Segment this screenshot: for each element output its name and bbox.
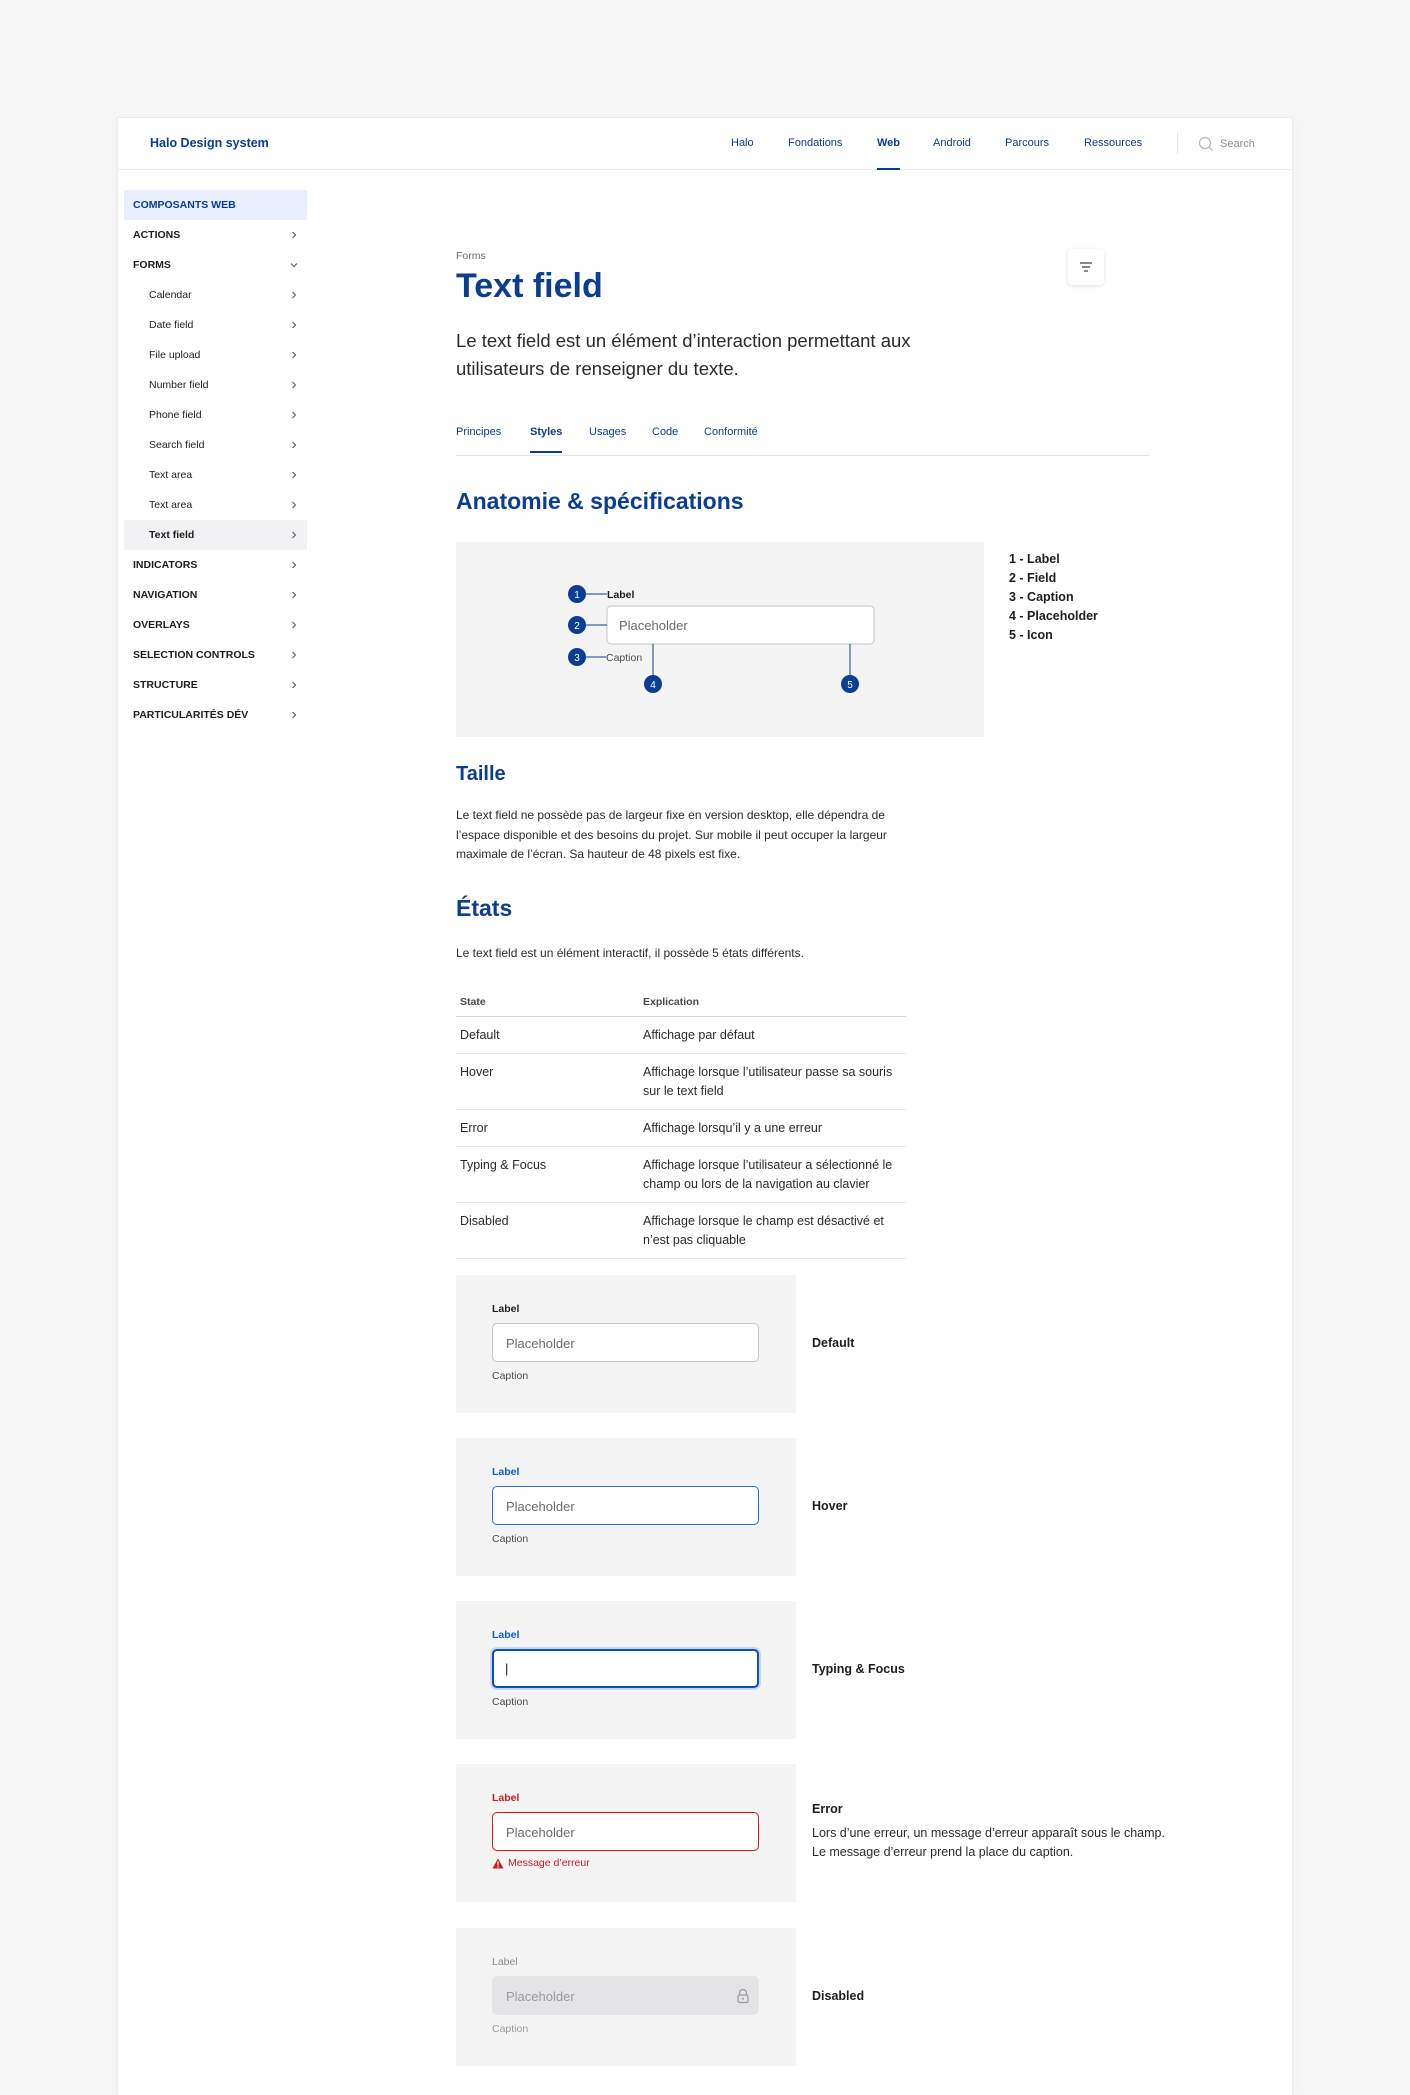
- sidebar-item-text-field[interactable]: [124, 520, 307, 550]
- field-label: Label: [492, 1466, 520, 1478]
- chevron-right-icon: [289, 590, 299, 600]
- toc-button[interactable]: [1068, 249, 1104, 285]
- state-description: Lors d’une erreur, un message d’erreur apparaît sous le champ. Le message d’erreur prend la place du caption.: [812, 1826, 1165, 1859]
- cell-state: Default: [460, 1028, 500, 1042]
- chevron-right-icon: [289, 290, 299, 300]
- cell-state: Hover: [460, 1065, 494, 1079]
- top-navigation-bar: [118, 118, 1292, 170]
- nav-fondations[interactable]: Fondations: [788, 137, 843, 149]
- sidebar-item-phone-field[interactable]: [124, 400, 307, 430]
- sidebar-item-selection-controls[interactable]: [124, 640, 307, 670]
- sidebar-item-particularit-s-d-v[interactable]: [124, 700, 307, 730]
- sidebar-item-label: Text field: [149, 529, 195, 541]
- sidebar-item-label: Text area: [149, 469, 193, 481]
- chevron-right-icon: [289, 380, 299, 390]
- marker-1: [568, 585, 586, 603]
- sidebar-item-label: Search field: [149, 439, 205, 451]
- breadcrumb[interactable]: Forms: [456, 250, 486, 262]
- anatomy-svg: [456, 542, 984, 737]
- lock-icon: [735, 1988, 751, 2009]
- sidebar-item-forms[interactable]: [124, 250, 307, 280]
- anatomy-caption: Caption: [606, 652, 643, 664]
- text-field-input[interactable]: Placeholder: [492, 1323, 759, 1362]
- brand-logo[interactable]: Halo Design system: [150, 136, 269, 150]
- sidebar-item-label: Phone field: [149, 409, 202, 421]
- error-message: [492, 1857, 590, 1869]
- sidebar-item-label: FORMS: [133, 259, 171, 271]
- cell-state: Disabled: [460, 1214, 509, 1228]
- legend-item: 2 - Field: [1009, 571, 1057, 585]
- sidebar-item-text-area[interactable]: [124, 490, 307, 520]
- chevron-right-icon: [289, 410, 299, 420]
- table-row: [456, 1110, 906, 1147]
- caption-text: Message d’erreur: [508, 1857, 590, 1869]
- chevron-right-icon: [289, 560, 299, 570]
- sidebar-item-label: INDICATORS: [133, 559, 198, 571]
- nav-active-indicator: [877, 168, 900, 170]
- marker-3: [568, 648, 586, 666]
- cell-explication: Affichage lorsque l’utilisateur passe sa souris sur le text field: [643, 1065, 893, 1098]
- svg-text:5: 5: [847, 680, 853, 691]
- sidebar-item-label: Text area: [149, 499, 193, 511]
- table-header-explication: Explication: [643, 996, 700, 1008]
- cell-state: Error: [460, 1121, 488, 1135]
- sidebar-item-label: NAVIGATION: [133, 589, 198, 601]
- state-example-hover: [456, 1438, 796, 1576]
- svg-text:4: 4: [650, 680, 656, 691]
- anatomy-diagram: [456, 542, 984, 737]
- table-row: [456, 1147, 906, 1203]
- nav-android[interactable]: Android: [933, 137, 971, 149]
- state-example-error: [456, 1764, 796, 1902]
- tab-usages[interactable]: Usages: [589, 426, 627, 438]
- chevron-right-icon: [289, 230, 299, 240]
- state-name: Typing & Focus: [812, 1662, 905, 1676]
- page-lead: Le text field est un élément d’interaction permettant aux utilisateurs de renseigner du texte.: [456, 330, 911, 379]
- tab-code[interactable]: Code: [652, 426, 679, 438]
- nav-web[interactable]: Web: [877, 137, 901, 149]
- chevron-right-icon: [289, 710, 299, 720]
- sidebar-item-date-field[interactable]: [124, 310, 307, 340]
- nav-halo[interactable]: Halo: [731, 137, 754, 149]
- sidebar-item-label: File upload: [149, 349, 201, 361]
- search-button[interactable]: [1198, 134, 1255, 154]
- header-divider: [1177, 132, 1178, 154]
- table-row: [456, 1054, 906, 1110]
- text-field-input[interactable]: Placeholder: [492, 1486, 759, 1525]
- chevron-right-icon: [289, 440, 299, 450]
- field-caption: [492, 1370, 528, 1382]
- chevron-right-icon: [289, 680, 299, 690]
- field-label: Label: [492, 1956, 518, 1968]
- text-field-input: Placeholder: [492, 1976, 759, 2015]
- legend-item: 1 - Label: [1009, 552, 1060, 566]
- page-card: [118, 118, 1292, 2095]
- chevron-right-icon: [289, 350, 299, 360]
- table-header-state: State: [460, 996, 486, 1008]
- chevron-right-icon: [289, 320, 299, 330]
- sidebar-item-indicators[interactable]: [124, 550, 307, 580]
- field-caption: [492, 1696, 528, 1708]
- sidebar-item-navigation[interactable]: [124, 580, 307, 610]
- warning-icon: [492, 1858, 504, 1869]
- state-name: Default: [812, 1336, 855, 1350]
- nav-parcours[interactable]: Parcours: [1005, 137, 1050, 149]
- cell-explication: Affichage lorsqu’il y a une erreur: [643, 1121, 823, 1135]
- tab-conformite[interactable]: Conformité: [704, 426, 758, 438]
- filter-icon: [1079, 261, 1093, 273]
- taille-text: Le text field ne possède pas de largeur fixe en version desktop, elle dépendra de l’espace disponible et des besoins du projet. Sur mobile il peut occuper la largeur maximale de l’écran. Sa hauteur de 48 pixels est fixe.: [456, 808, 887, 861]
- chevron-right-icon: [289, 500, 299, 510]
- state-name: Disabled: [812, 1989, 865, 2003]
- taille-heading: Taille: [456, 763, 506, 785]
- marker-2: [568, 616, 586, 634]
- anatomy-legend: [1009, 550, 1098, 645]
- caption-text: Caption: [492, 1533, 529, 1545]
- sidebar: [124, 190, 307, 730]
- field-label: Label: [492, 1629, 520, 1641]
- text-field-input[interactable]: Placeholder: [492, 1812, 759, 1851]
- svg-text:3: 3: [574, 653, 580, 664]
- state-example-disabled: [456, 1928, 796, 2066]
- anatomy-label: Label: [607, 589, 635, 601]
- field-caption: [492, 2023, 528, 2035]
- svg-text:2: 2: [574, 621, 580, 632]
- field-label: Label: [492, 1792, 520, 1804]
- sidebar-item-label: PARTICULARITÉS DÉV: [133, 709, 249, 721]
- tab-styles[interactable]: Styles: [530, 426, 563, 438]
- table-header: [456, 989, 906, 1017]
- legend-item: 5 - Icon: [1009, 628, 1053, 642]
- chevron-right-icon: [289, 530, 299, 540]
- sidebar-item-label: SELECTION CONTROLS: [133, 649, 255, 661]
- sidebar-item-calendar[interactable]: [124, 280, 307, 310]
- search-label: Search: [1220, 138, 1255, 150]
- sidebar-item-structure[interactable]: [124, 670, 307, 700]
- sidebar-item-overlays[interactable]: [124, 610, 307, 640]
- etats-intro: Le text field est un élément interactif, il possède 5 états différents.: [456, 946, 804, 960]
- sidebar-heading[interactable]: [124, 190, 307, 220]
- chevron-right-icon: [289, 470, 299, 480]
- cell-state: Typing & Focus: [460, 1158, 547, 1172]
- chevron-right-icon: [289, 620, 299, 630]
- legend-item: 4 - Placeholder: [1009, 609, 1098, 623]
- caption-text: Caption: [492, 1370, 529, 1382]
- sidebar-item-search-field[interactable]: [124, 430, 307, 460]
- marker-5: [841, 675, 859, 693]
- sidebar-item-label: OVERLAYS: [133, 619, 190, 631]
- cell-explication: Affichage lorsque le champ est désactivé et n’est pas cliquable: [643, 1214, 884, 1247]
- sidebar-item-file-upload[interactable]: [124, 340, 307, 370]
- table-row: [456, 1203, 906, 1259]
- table-row: [456, 1017, 906, 1054]
- page-title: Text field: [456, 267, 603, 305]
- field-caption: [492, 1533, 528, 1545]
- sidebar-item-label: Number field: [149, 379, 209, 391]
- caption-text: Caption: [492, 1696, 529, 1708]
- sidebar-item-label: ACTIONS: [133, 229, 181, 241]
- sidebar-item-label: Date field: [149, 319, 194, 331]
- cell-explication: Affichage lorsque l’utilisateur a sélectionné le champ ou lors de la navigation au clavier: [643, 1158, 893, 1191]
- tab-bar: [456, 426, 1149, 456]
- tab-principes[interactable]: Principes: [456, 426, 502, 438]
- state-name: Error: [812, 1802, 843, 1816]
- sidebar-item-label: STRUCTURE: [133, 679, 198, 691]
- state-example-default: [456, 1275, 796, 1413]
- sidebar-item-actions[interactable]: [124, 220, 307, 250]
- nav-ressources[interactable]: Ressources: [1084, 137, 1143, 149]
- cell-explication: Affichage par défaut: [643, 1028, 755, 1042]
- marker-4: [644, 675, 662, 693]
- sidebar-heading-label: COMPOSANTS WEB: [133, 199, 236, 211]
- state-name: Hover: [812, 1499, 848, 1513]
- caption-text: Caption: [492, 2023, 529, 2035]
- chevron-right-icon: [289, 650, 299, 660]
- sidebar-item-number-field[interactable]: [124, 370, 307, 400]
- text-field-input[interactable]: |: [492, 1649, 759, 1688]
- etats-heading: États: [456, 895, 513, 921]
- search-icon: [1198, 136, 1214, 152]
- sidebar-item-text-area[interactable]: [124, 460, 307, 490]
- sidebar-item-label: Calendar: [149, 289, 192, 301]
- anatomy-placeholder: Placeholder: [619, 618, 688, 633]
- field-label: Label: [492, 1303, 520, 1315]
- svg-text:1: 1: [574, 590, 580, 601]
- state-example-focus: [456, 1601, 796, 1739]
- anatomy-heading: Anatomie & spécifications: [456, 488, 744, 514]
- states-table: [456, 989, 906, 1259]
- legend-item: 3 - Caption: [1009, 590, 1074, 604]
- chevron-down-icon: [289, 260, 299, 270]
